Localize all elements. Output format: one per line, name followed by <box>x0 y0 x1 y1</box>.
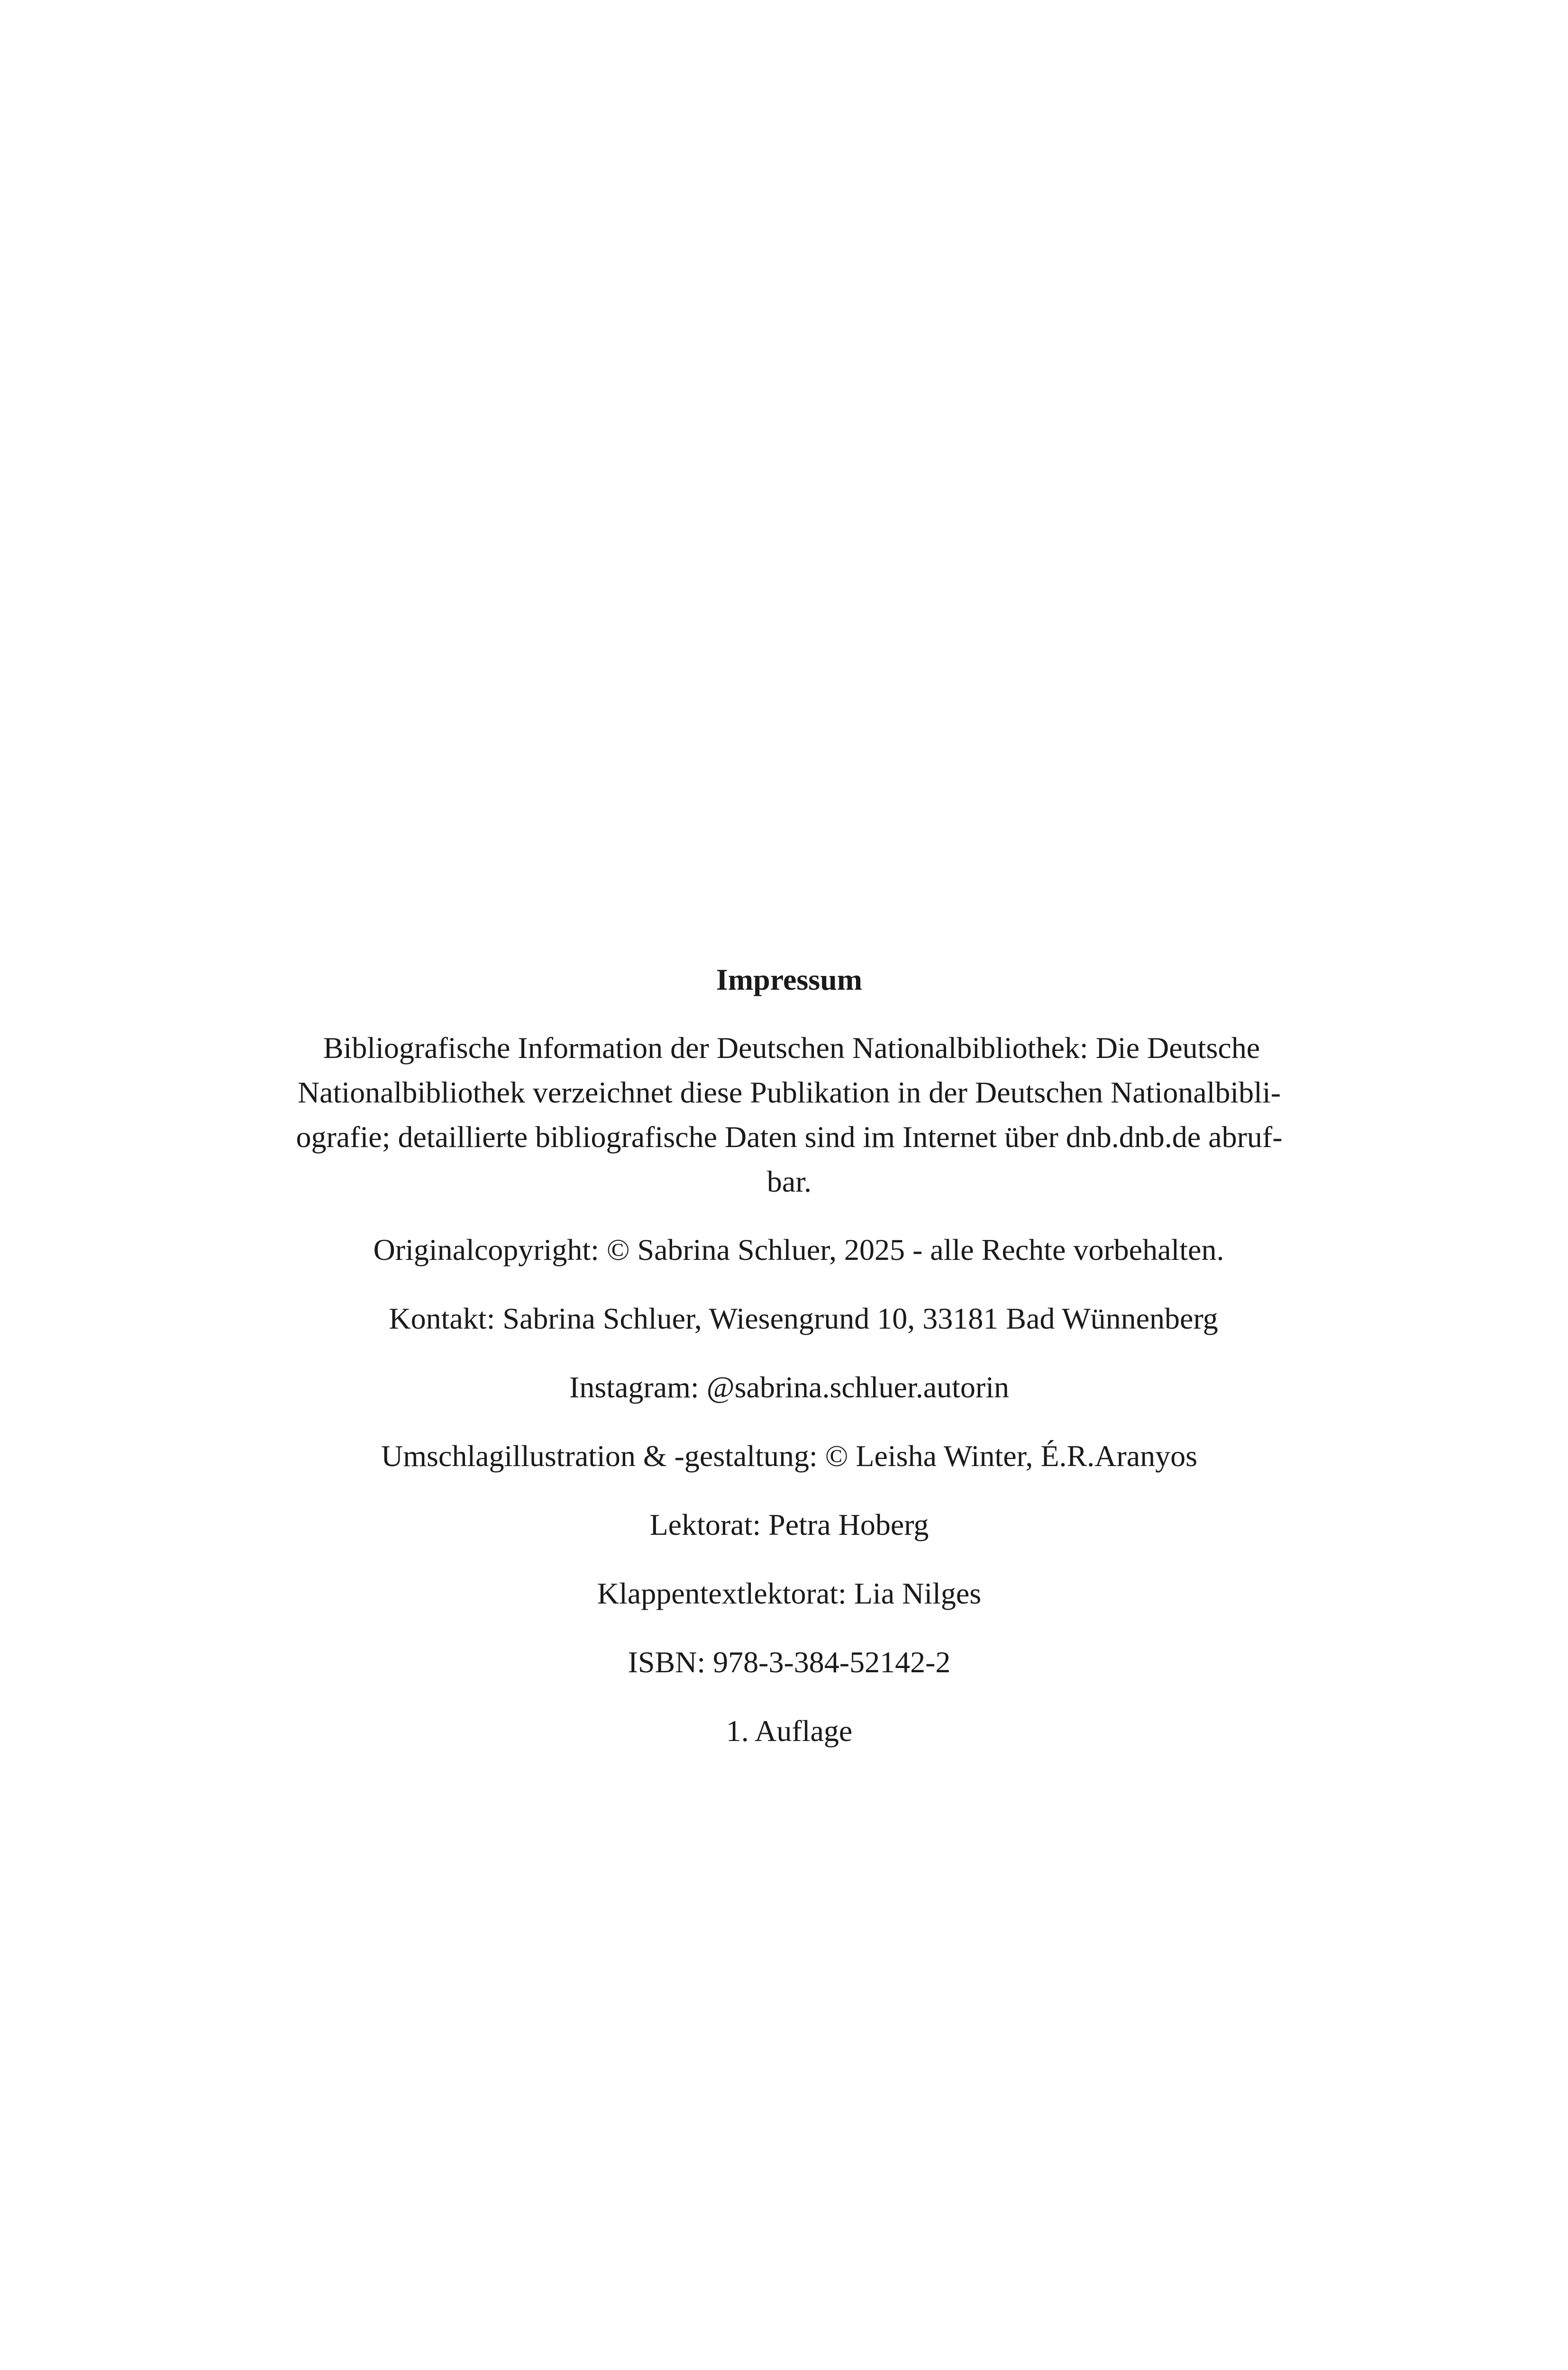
edition-line: 1. Auflage <box>726 1714 853 1748</box>
impressum-title: Impressum <box>716 963 863 996</box>
blurb-editing-credit-line: Klappentextlektorat: Lia Nilges <box>597 1577 982 1610</box>
bibliographic-line: Nationalbibliothek verzeichnet diese Publikation in der Deutschen Nationalbibli- <box>297 1076 1281 1109</box>
cover-credit-line: Umschlagillustration & -gestaltung: © Leisha Winter, É.R.Aranyos <box>381 1439 1197 1473</box>
copyright-line: Originalcopyright: © Sabrina Schluer, 2025 - alle Rechte vorbehalten. <box>373 1233 1224 1267</box>
bibliographic-line: bar. <box>766 1165 812 1198</box>
editing-credit-line: Lektorat: Petra Hoberg <box>649 1508 929 1541</box>
contact-line: Kontakt: Sabrina Schluer, Wiesengrund 10, 33181 Bad Wünnenberg <box>389 1302 1218 1335</box>
bibliographic-information <box>223 1026 1356 1204</box>
instagram-line: Instagram: @sabrina.schluer.autorin <box>569 1370 1009 1404</box>
bibliographic-line: ografie; detaillierte bibliografische Daten sind im Internet über dnb.dnb.de abruf- <box>296 1120 1283 1154</box>
impressum-section <box>223 957 1356 1778</box>
isbn-line: ISBN: 978-3-384-52142-2 <box>628 1645 951 1679</box>
bibliographic-line: Bibliografische Information der Deutschen Nationalbibliothek: Die Deutsche <box>323 1031 1260 1065</box>
